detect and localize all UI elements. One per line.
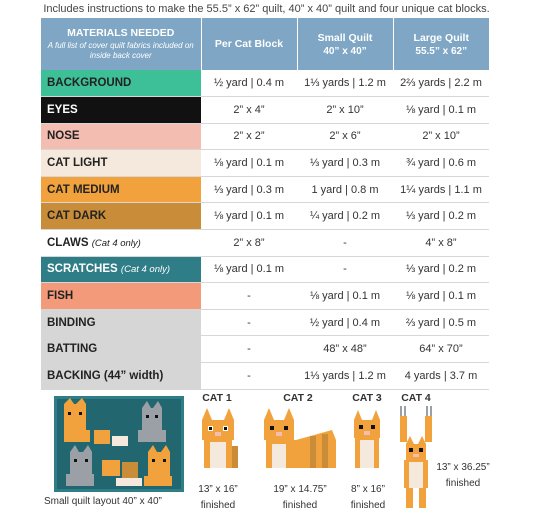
- cat-3-size: 8” x 16”: [351, 484, 385, 495]
- per-block-title: Per Cat Block: [214, 38, 284, 50]
- table-row: [41, 176, 489, 203]
- materials-table: [41, 18, 489, 390]
- per-block-cell: -: [201, 336, 297, 363]
- cat-4-finished: finished: [445, 478, 481, 489]
- small-quilt-cell: 1 yard | 0.8 m: [297, 176, 393, 203]
- small-quilt-cell: ½ yard | 0.4 m: [297, 309, 393, 336]
- per-block-cell: ⅛ yard | 0.1 m: [201, 150, 297, 177]
- table-header-row: [41, 18, 489, 70]
- material-name: CAT MEDIUM: [47, 183, 120, 196]
- material-label-cell: [41, 150, 201, 177]
- small-quilt-cell: 48” x 48”: [297, 336, 393, 363]
- material-label-cell: [41, 176, 201, 203]
- per-block-cell: 2” x 4”: [201, 97, 297, 124]
- table-row: [41, 309, 489, 336]
- material-note: (Cat 4 only): [91, 237, 141, 249]
- materials-header: [41, 18, 201, 70]
- material-name: BACKING (44” width): [47, 369, 164, 382]
- large-quilt-cell: ¾ yard | 0.6 m: [393, 150, 489, 177]
- material-name: BINDING: [47, 316, 96, 329]
- large-quilt-cell: ⅔ yard | 0.5 m: [393, 309, 489, 336]
- material-name: BATTING: [47, 343, 98, 356]
- table-row: [41, 70, 489, 97]
- small-quilt-dimension: 40” x 40”: [323, 45, 367, 57]
- table-row: [41, 363, 489, 390]
- material-label-cell: [41, 283, 201, 310]
- table-row: [41, 256, 489, 283]
- large-quilt-dimension: 55.5” x 62”: [415, 45, 468, 57]
- table-row: [41, 150, 489, 177]
- material-label-cell: [41, 97, 201, 124]
- materials-title: MATERIALS NEEDED: [67, 27, 175, 39]
- material-label-cell: [41, 123, 201, 150]
- small-quilt-layout-image: [54, 396, 184, 492]
- cat-2-title: CAT 2: [283, 392, 313, 404]
- material-label-cell: [41, 363, 201, 390]
- cat-1-title: CAT 1: [202, 392, 232, 404]
- intro-text: Includes instructions to make the 55.5” x 62” quilt, 40” x 40” quilt and four unique cat blocks.: [43, 3, 490, 15]
- cat-3-finished: finished: [350, 500, 386, 511]
- large-quilt-cell: 4 yards | 3.7 m: [393, 363, 489, 390]
- large-quilt-cell: 4” x 8”: [393, 230, 489, 257]
- large-quilt-header: [393, 18, 489, 70]
- per-block-cell: 2” x 8”: [201, 230, 297, 257]
- small-quilt-caption: Small quilt layout 40” x 40”: [44, 496, 162, 507]
- material-label-cell: [41, 230, 201, 257]
- material-note: (Cat 4 only): [120, 264, 171, 276]
- large-quilt-title: Large Quilt: [413, 31, 469, 44]
- small-quilt-cell: -: [297, 256, 393, 283]
- per-block-cell: ⅛ yard | 0.1 m: [201, 203, 297, 230]
- large-quilt-cell: 2⅔ yards | 2.2 m: [393, 70, 489, 97]
- table-row: [41, 230, 489, 257]
- material-name: CAT DARK: [47, 210, 107, 223]
- cat-4-image: [398, 404, 434, 512]
- material-name: NOSE: [47, 130, 80, 143]
- cat-2-finished: finished: [282, 500, 318, 511]
- per-block-cell: ⅛ yard | 0.1 m: [201, 256, 297, 283]
- materials-subtitle: A full list of cover quilt fabrics included on inside back cover: [47, 41, 194, 60]
- small-quilt-cell: 1⅓ yards | 1.2 m: [297, 363, 393, 390]
- cat-3-image: [352, 406, 382, 470]
- small-quilt-cell: 1⅓ yards | 1.2 m: [297, 70, 393, 97]
- small-quilt-cell: ⅛ yard | 0.1 m: [297, 283, 393, 310]
- bottom-illustrations: [0, 390, 533, 516]
- large-quilt-cell: 64” x 70”: [393, 336, 489, 363]
- small-quilt-cell: -: [297, 230, 393, 257]
- material-name: EYES: [47, 103, 78, 116]
- cat-1-size: 13” x 16”: [198, 484, 238, 495]
- per-block-cell: -: [201, 309, 297, 336]
- large-quilt-cell: 2” x 10”: [393, 123, 489, 150]
- material-label-cell: [41, 203, 201, 230]
- table-row: [41, 283, 489, 310]
- material-label-cell: [41, 336, 201, 363]
- small-quilt-cell: 2” x 10”: [297, 97, 393, 124]
- table-row: [41, 123, 489, 150]
- cat-4-title: CAT 4: [401, 392, 431, 404]
- cat-2-size: 19” x 14.75”: [273, 484, 327, 495]
- cat-3-title: CAT 3: [352, 392, 382, 404]
- material-name: SCRATCHES: [47, 263, 118, 276]
- material-name: CLAWS: [47, 236, 89, 249]
- per-block-cell: -: [201, 363, 297, 390]
- table-row: [41, 203, 489, 230]
- material-label-cell: [41, 309, 201, 336]
- large-quilt-cell: 1¼ yards | 1.1 m: [393, 176, 489, 203]
- per-block-cell: 2” x 2”: [201, 123, 297, 150]
- cat-2-image: [262, 406, 338, 470]
- cat-1-finished: finished: [200, 500, 236, 511]
- small-quilt-title: Small Quilt: [317, 31, 373, 44]
- small-quilt-header: [297, 18, 393, 70]
- material-name: CAT LIGHT: [47, 157, 108, 170]
- large-quilt-cell: ⅛ yard | 0.1 m: [393, 283, 489, 310]
- cat-4-size: 13” x 36.25”: [436, 462, 490, 473]
- per-block-cell: -: [201, 283, 297, 310]
- large-quilt-cell: ⅓ yard | 0.2 m: [393, 203, 489, 230]
- material-label-cell: [41, 70, 201, 97]
- material-label-cell: [41, 256, 201, 283]
- large-quilt-cell: ⅓ yard | 0.2 m: [393, 256, 489, 283]
- per-block-cell: ⅓ yard | 0.3 m: [201, 176, 297, 203]
- small-quilt-cell: ¼ yard | 0.2 m: [297, 203, 393, 230]
- table-row: [41, 97, 489, 124]
- cat-1-image: [196, 406, 240, 470]
- material-name: FISH: [47, 290, 74, 303]
- table-row: [41, 336, 489, 363]
- per-block-cell: ½ yard | 0.4 m: [201, 70, 297, 97]
- small-quilt-cell: ⅓ yard | 0.3 m: [297, 150, 393, 177]
- small-quilt-cell: 2” x 6”: [297, 123, 393, 150]
- per-block-header: [201, 18, 297, 70]
- large-quilt-cell: ⅛ yard | 0.1 m: [393, 97, 489, 124]
- material-name: BACKGROUND: [47, 77, 132, 90]
